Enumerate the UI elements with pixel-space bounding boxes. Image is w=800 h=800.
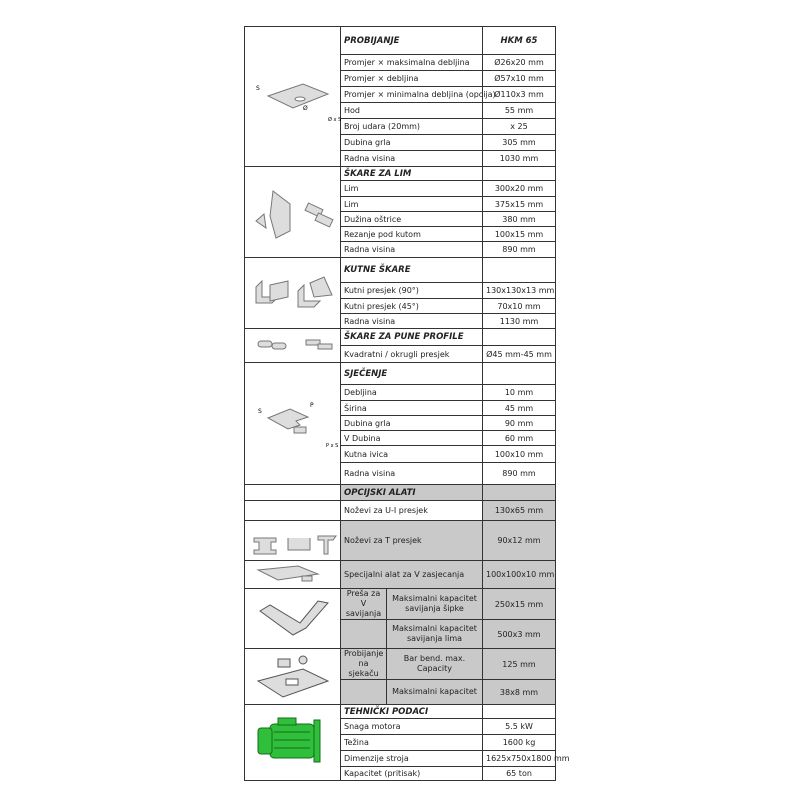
punching-plate-illustration bbox=[245, 27, 341, 167]
spec-value: 125 mm bbox=[483, 649, 556, 680]
spec-value: 130x130x13 mm bbox=[483, 283, 556, 299]
spec-label: Radna visina bbox=[341, 151, 483, 167]
spec-label: Kutni presjek (45°) bbox=[341, 299, 483, 314]
section-value-header bbox=[483, 485, 556, 501]
spec-value: 38x8 mm bbox=[483, 680, 556, 705]
table-row bbox=[245, 501, 556, 521]
spec-label: Snaga motora bbox=[341, 719, 483, 735]
bar-shear-illustration bbox=[245, 329, 341, 363]
spec-label: Dužina oštrice bbox=[341, 212, 483, 227]
spec-label: Hod bbox=[341, 103, 483, 119]
spec-label: Širina bbox=[341, 401, 483, 416]
spec-label: Dimenzije stroja bbox=[341, 751, 483, 767]
spec-label: Radna visina bbox=[341, 314, 483, 329]
spec-value: 45 mm bbox=[483, 401, 556, 416]
spec-value: 130x65 mm bbox=[483, 501, 556, 521]
punch-label: Probijanje na sjekaču bbox=[341, 649, 387, 680]
spec-value: 1130 mm bbox=[483, 314, 556, 329]
spec-label: Promjer × minimalna debljina (opcija) bbox=[341, 87, 483, 103]
table-row bbox=[245, 649, 556, 680]
spec-value: Ø45 mm-45 mm bbox=[483, 346, 556, 363]
punch-label-blank bbox=[341, 680, 387, 705]
specification-table bbox=[244, 26, 570, 781]
spec-label: Radna visina bbox=[341, 242, 483, 258]
table-row bbox=[245, 27, 556, 55]
spec-label: Dubina grla bbox=[341, 416, 483, 431]
table-row bbox=[245, 561, 556, 589]
electric-motor-illustration bbox=[245, 705, 341, 781]
svg-text:P: P bbox=[309, 401, 314, 409]
v-bending-illustration bbox=[245, 589, 341, 649]
spec-value: 100x100x10 mm bbox=[483, 561, 556, 589]
spec-value: Ø57x10 mm bbox=[483, 71, 556, 87]
spec-label: Maksimalni kapacitet savijanja šipke bbox=[387, 589, 483, 620]
press-label: Preša za V savijanja bbox=[341, 589, 387, 620]
spec-label: Maksimalni kapacitet savijanja lima bbox=[387, 620, 483, 649]
press-label-blank bbox=[341, 620, 387, 649]
spec-value: 60 mm bbox=[483, 431, 556, 446]
svg-text:P x S: P x S bbox=[325, 442, 338, 449]
spec-label: Noževi za U-I presjek bbox=[341, 501, 483, 521]
section-title: KUTNE ŠKARE bbox=[341, 258, 483, 283]
svg-text:Ø: Ø bbox=[302, 104, 308, 112]
spec-label: Lim bbox=[341, 181, 483, 197]
spec-label: Radna visina bbox=[341, 463, 483, 485]
spec-value: Ø110x3 mm bbox=[483, 87, 556, 103]
spec-label: V Dubina bbox=[341, 431, 483, 446]
spec-label: Težina bbox=[341, 735, 483, 751]
section-title: TEHNIČKI PODACI bbox=[341, 705, 483, 719]
spec-value: 305 mm bbox=[483, 135, 556, 151]
sheet-shear-illustration bbox=[245, 167, 341, 258]
spec-label: Kutni presjek (90°) bbox=[341, 283, 483, 299]
spec-value: 1030 mm bbox=[483, 151, 556, 167]
section-value-header: HKM 65 bbox=[483, 27, 556, 55]
spec-value: 1625x750x1800 mm bbox=[483, 751, 556, 767]
spec-label: Dubina grla bbox=[341, 135, 483, 151]
svg-text:S: S bbox=[255, 84, 260, 92]
spec-value: 5.5 kW bbox=[483, 719, 556, 735]
spec-label: Noževi za T presjek bbox=[341, 521, 483, 561]
spec-label: Promjer × maksimalna debljina bbox=[341, 55, 483, 71]
optional-image-blank bbox=[245, 501, 341, 521]
table-row bbox=[245, 705, 556, 719]
spec-value: 100x10 mm bbox=[483, 446, 556, 463]
angle-shear-illustration bbox=[245, 258, 341, 329]
spec-label: Kapacitet (pritisak) bbox=[341, 767, 483, 781]
spec-value: 100x15 mm bbox=[483, 227, 556, 242]
spec-label: Promjer × debljina bbox=[341, 71, 483, 87]
spec-value: 55 mm bbox=[483, 103, 556, 119]
section-title: ŠKARE ZA LIM bbox=[341, 167, 483, 181]
spec-value: 500x3 mm bbox=[483, 620, 556, 649]
spec-value: 10 mm bbox=[483, 385, 556, 401]
spec-value: 375x15 mm bbox=[483, 197, 556, 212]
section-title: SJEČENJE bbox=[341, 363, 483, 385]
section-title: ŠKARE ZA PUNE PROFILE bbox=[341, 329, 483, 346]
spec-label: Debljina bbox=[341, 385, 483, 401]
spec-value: 90 mm bbox=[483, 416, 556, 431]
section-value-header bbox=[483, 329, 556, 346]
table-row bbox=[245, 363, 556, 385]
spec-value: 380 mm bbox=[483, 212, 556, 227]
spec-value: 70x10 mm bbox=[483, 299, 556, 314]
section-title: OPCIJSKI ALATI bbox=[341, 485, 483, 501]
spec-value: 890 mm bbox=[483, 463, 556, 485]
spec-value: 300x20 mm bbox=[483, 181, 556, 197]
section-value-header bbox=[483, 363, 556, 385]
svg-text:S: S bbox=[257, 407, 262, 415]
table-row bbox=[245, 329, 556, 346]
punch-on-shear-illustration bbox=[245, 649, 341, 705]
table-row bbox=[245, 167, 556, 181]
table-row bbox=[245, 521, 556, 561]
section-value-header bbox=[483, 705, 556, 719]
spec-label: Rezanje pod kutom bbox=[341, 227, 483, 242]
spec-label: Broj udara (20mm) bbox=[341, 119, 483, 135]
spec-value: x 25 bbox=[483, 119, 556, 135]
v-notch-illustration bbox=[245, 561, 341, 589]
section-value-header bbox=[483, 258, 556, 283]
profile-knives-illustration bbox=[245, 521, 341, 561]
spec-value: 250x15 mm bbox=[483, 589, 556, 620]
svg-text:Ø x S: Ø x S bbox=[327, 116, 341, 123]
section-title: PROBIJANJE bbox=[341, 27, 483, 55]
spec-label: Bar bend. max. Capacity bbox=[387, 649, 483, 680]
spec-label: Maksimalni kapacitet bbox=[387, 680, 483, 705]
table-row bbox=[245, 485, 556, 501]
spec-value: 65 ton bbox=[483, 767, 556, 781]
spec-value: 1600 kg bbox=[483, 735, 556, 751]
section-value-header bbox=[483, 167, 556, 181]
table-row bbox=[245, 258, 556, 283]
optional-image-blank bbox=[245, 485, 341, 501]
spec-value: 890 mm bbox=[483, 242, 556, 258]
spec-label: Specijalni alat za V zasjecanja bbox=[341, 561, 483, 589]
spec-value: Ø26x20 mm bbox=[483, 55, 556, 71]
spec-label: Kvadratni / okrugli presjek bbox=[341, 346, 483, 363]
table-row bbox=[245, 589, 556, 620]
spec-value: 90x12 mm bbox=[483, 521, 556, 561]
spec-label: Kutna ivica bbox=[341, 446, 483, 463]
spec-label: Lim bbox=[341, 197, 483, 212]
notching-illustration bbox=[245, 363, 341, 485]
